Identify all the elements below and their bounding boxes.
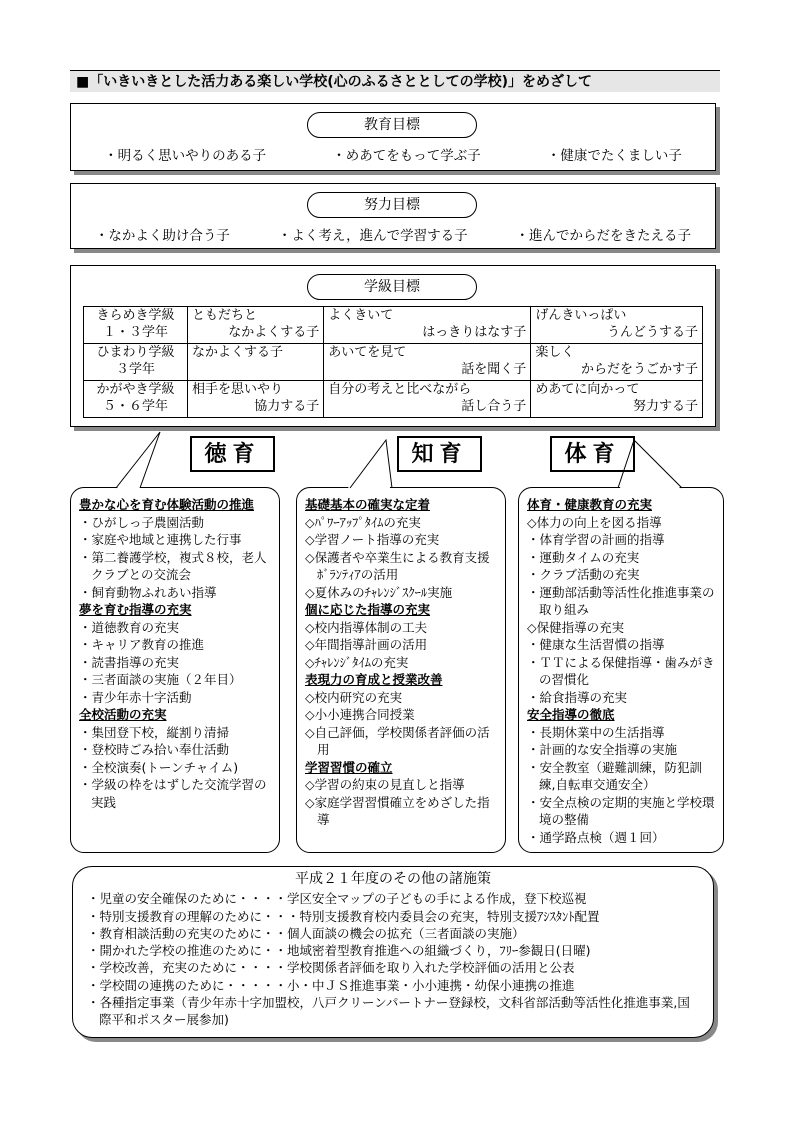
education-goal-2: ・めあてをもって学ぶ子 (332, 148, 481, 164)
goal-cell: めあてに向かって 努力する子 (531, 381, 703, 418)
section-heading: 表現力の育成と授業改善 (305, 672, 443, 687)
list-item: ・特別支援教育の理解のために・・・特別支援教育校内委員会の充実，特別支援ｱｼｽﾀﾝﾄ配置 (87, 908, 600, 924)
list-item: ・学校間の連携のために・・・・・小・中ＪＳ推進事業・小小連携・幼保小連携の推進 (87, 977, 575, 993)
list-item: ・道徳教育の充実 (79, 619, 180, 635)
list-item: ・学校改善，充実のために・・・・学校関係者評価を取り入れた学校評価の活用と公表 (87, 960, 575, 976)
section-heading: 安全指導の徹底 (527, 707, 615, 722)
goal-cell: 相手を思いやり 協力する子 (188, 381, 324, 418)
list-item: ・学級の枠をはずした交流学習の実践 (79, 777, 267, 810)
class-name-cell: きらめき学級 １・３学年 (84, 307, 188, 344)
list-item: ・運動タイムの充実 (527, 549, 640, 565)
goal-cell: 楽しく からだをうごかす子 (531, 344, 703, 381)
list-item: ・キャリア教育の推進 (79, 637, 205, 652)
section-heading: 全校活動の充実 (79, 707, 167, 722)
physical-education-label: 体育 (550, 436, 635, 472)
list-item: ・長期休業中の生活指導 (527, 724, 665, 740)
moral-education-label: 徳育 (190, 436, 275, 472)
education-goals-label: 教育目標 (307, 112, 477, 138)
section-heading: 豊かな心を育む体験活動の推進 (79, 497, 255, 512)
list-item: ◇夏休みのﾁｬﾚﾝｼﾞｽｸｰﾙ実施 (305, 584, 453, 600)
list-item: ◇学習ノート指導の充実 (305, 532, 440, 547)
page-title: ■「いきいきとした活力ある楽しい学校(心のふるさととしての学校)」をめざして (70, 70, 720, 92)
list-item: ・運動部活動等活性化推進事業の取り組み (527, 584, 715, 617)
section-heading: 個に応じた指導の充実 (305, 602, 431, 617)
goal-cell: ともだちと なかよくする子 (188, 307, 324, 344)
list-item: ◇ﾁｬﾚﾝｼﾞﾀｲﾑの充実 (305, 654, 409, 670)
class-name-cell: ひまわり学級 ３学年 (84, 344, 188, 381)
other-measures-title: 平成２１年度のその他の諸施策 (295, 871, 491, 887)
goal-cell: 自分の考えと比べながら 話し合う子 (324, 381, 531, 418)
list-item: ・家庭や地域と連携した行事 (79, 532, 242, 547)
list-item: ◇小小連携合同授業 (305, 707, 415, 722)
other-measures-box (72, 866, 714, 1038)
list-item: ・教育相談活動の充実のために・・個人面談の機会の拡充（三者面談の実施） (87, 925, 525, 941)
list-item: ・児童の安全確保のために・・・・学区安全マップの子どもの手による作成，登下校巡視 (87, 891, 587, 907)
list-item: ・ひがしっ子農園活動 (79, 514, 205, 530)
education-goal-1: ・明るく思いやりのある子 (104, 148, 267, 164)
goal-cell: げんきいっぱい うんどうする子 (531, 307, 703, 344)
list-item: ・登校時ごみ拾い奉仕活動 (79, 742, 230, 757)
list-item: ・通学路点検（週１回） (527, 829, 665, 845)
section-heading: 夢を育む指導の充実 (79, 602, 192, 617)
list-item: ・青少年赤十字活動 (79, 689, 192, 705)
list-item: ・開かれた学校の推進のために・・地域密着型教育推進への組織づくり，ﾌﾘｰ参観日(日曜) (87, 943, 591, 959)
list-item: ◇家庭学習習慣確立をめざした指導 (305, 794, 490, 827)
list-item: ・集団登下校，縦割り清掃 (79, 724, 230, 740)
list-item: ・飼育動物ふれあい指導 (79, 584, 217, 600)
list-item: ◇ﾊﾟﾜｰｱｯﾌﾟﾀｲﾑの充実 (305, 514, 421, 530)
list-item: ◇年間指導計画の活用 (305, 637, 428, 652)
goal-cell: あいてを見て 話を聞く子 (324, 344, 531, 381)
section-heading: 学習習慣の確立 (305, 759, 393, 775)
list-item: ◇学習の約束の見直しと指導 (305, 777, 465, 792)
education-goal-3: ・健康でたくましい子 (546, 148, 682, 164)
list-item: ◇体力の向上を図る指導 (527, 514, 662, 530)
effort-goals-label: 努力目標 (307, 192, 477, 218)
effort-goal-3: ・進んでからだをきたえる子 (515, 228, 692, 244)
list-item: ◇校内指導体制の工夫 (305, 619, 428, 635)
list-item: ・体育学習の計画的指導 (527, 532, 665, 547)
list-item: ・安全教室（避難訓練，防犯訓練,自転車交通安全） (527, 759, 703, 792)
goal-cell: よくきいて はっきりはなす子 (324, 307, 531, 344)
list-item: ・給食指導の充実 (527, 689, 628, 705)
list-item: ・読書指導の充実 (79, 654, 180, 670)
section-heading: 基礎基本の確実な定着 (305, 497, 431, 512)
list-item: ・計画的な安全指導の実施 (527, 742, 678, 757)
intellect-education-label: 知育 (397, 436, 482, 472)
goal-cell: なかよくする子 (188, 344, 324, 381)
list-item: ・第二養護学校，複式８校，老人クラブとの交流会 (79, 549, 267, 582)
effort-goal-1: ・なかよく助け合う子 (94, 228, 230, 244)
section-heading: 体育・健康教育の充実 (527, 497, 653, 512)
list-item: ・クラブ活動の充実 (527, 567, 640, 582)
list-item: ◇保健指導の充実 (527, 619, 625, 635)
list-item: ◇校内研究の充実 (305, 689, 403, 705)
effort-goal-2: ・よく考え，進んで学習する子 (277, 228, 468, 244)
list-item: ・安全点検の定期的実施と学校環境の整備 (527, 794, 715, 827)
class-name-cell: かがやき学級 ５・６学年 (84, 381, 188, 418)
list-item: ・全校演奏(トーンチャイム) (79, 759, 239, 775)
list-item: ・各種指定事業（青少年赤十字加盟校，八戸クリーンパートナー登録校，文科省部活動等活性化推進事業,国際平和ポスター展参加) (87, 995, 690, 1028)
list-item: ・三者面談の実施（２年目） (79, 672, 242, 687)
class-goals-label: 学級目標 (307, 274, 477, 300)
list-item: ◇保護者や卒業生による教育支援ﾎﾞﾗﾝﾃｨｱの活用 (305, 549, 490, 582)
list-item: ◇自己評価，学校関係者評価の活用 (305, 724, 490, 757)
list-item: ・ＴＴによる保健指導・歯みがきの習慣化 (527, 654, 715, 687)
list-item: ・健康な生活習慣の指導 (527, 637, 665, 652)
